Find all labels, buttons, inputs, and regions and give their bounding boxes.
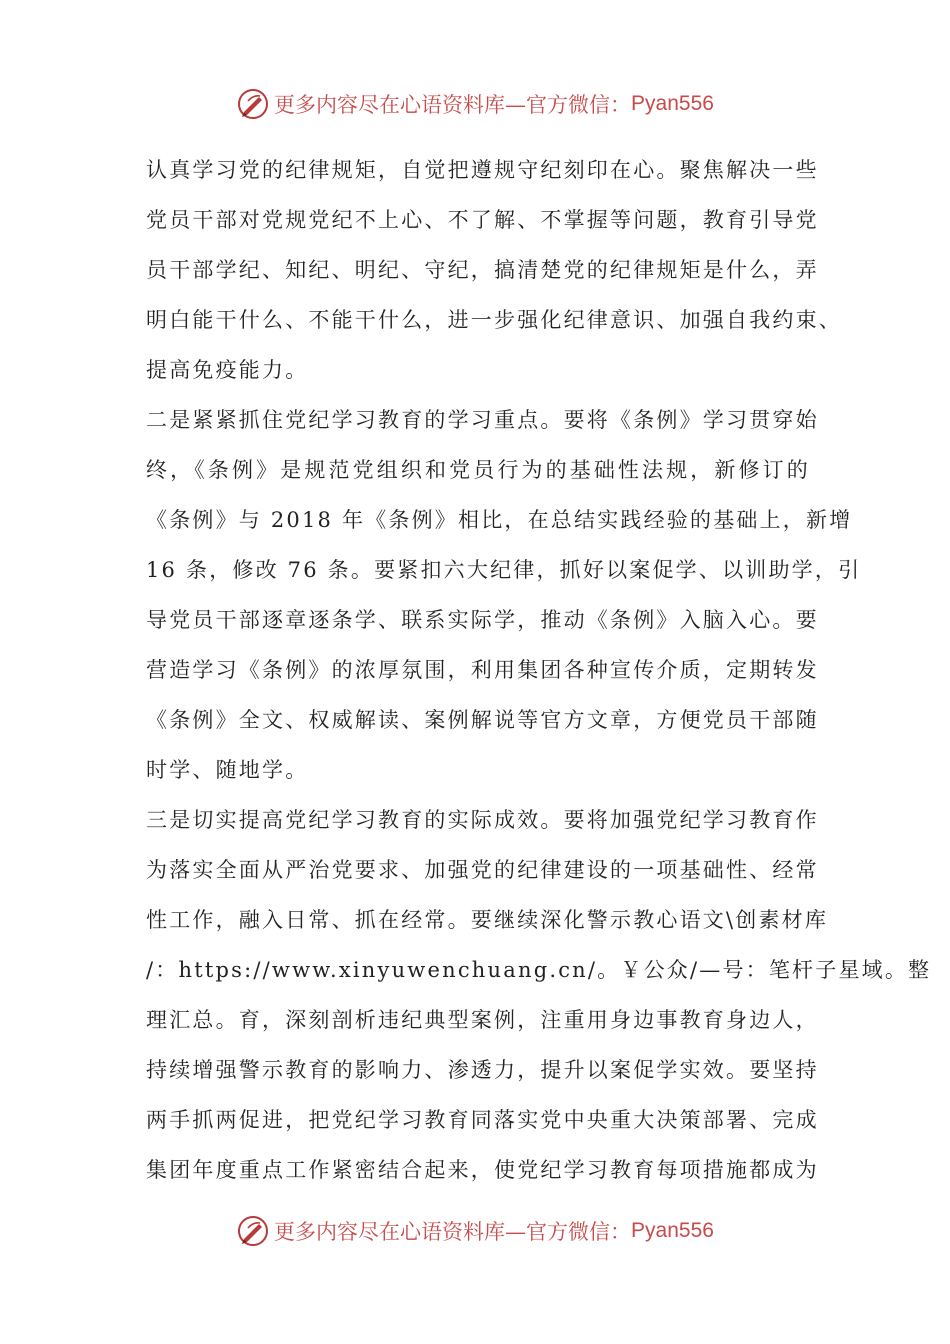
text-line: 党员干部对党规党纪不上心、不了解、不掌握等问题，教育引导党: [146, 208, 819, 232]
paragraph-3: [146, 795, 932, 1195]
paragraph-1: [146, 145, 842, 395]
text-line: 理汇总。育，深刻剖析违纪典型案例，注重用身边事教育身边人，: [146, 1008, 819, 1032]
text-line: 提高免疫能力。: [146, 358, 309, 382]
document-body: [146, 145, 932, 1195]
watermark-text: 更多内容尽在心语资料库—官方微信：: [274, 93, 632, 117]
text-line: /：https://www.xinyuwenchuang.cn/。￥公众/—号：笔杆子星域。整: [146, 958, 932, 982]
watermark-text: 更多内容尽在心语资料库—官方微信：: [274, 1220, 632, 1244]
text-line: 持续增强警示教育的影响力、渗透力，提升以案促学实效。要坚持: [146, 1058, 819, 1082]
text-line: 终，《条例》是规范党组织和党员行为的基础性法规，新修订的: [146, 458, 810, 482]
text-line: 三是切实提高党纪学习教育的实际成效。要将加强党纪学习教育作: [146, 808, 819, 832]
watermark-footer: [0, 1211, 950, 1251]
paragraph-2: [146, 395, 862, 795]
watermark-wechat-id: Pyan556: [631, 1219, 714, 1242]
text-line: 集团年度重点工作紧密结合起来，使党纪学习教育每项措施都成为: [146, 1158, 819, 1182]
pen-logo-icon: [236, 1214, 270, 1248]
watermark-header: [0, 84, 950, 124]
text-line: 两手抓两促进，把党纪学习教育同落实党中央重大决策部署、完成: [146, 1108, 819, 1132]
text-line: 二是紧紧抓住党纪学习教育的学习重点。要将《条例》学习贯穿始: [146, 408, 819, 432]
watermark-wechat-id: Pyan556: [631, 92, 714, 115]
text-line: 为落实全面从严治党要求、加强党的纪律建设的一项基础性、经常: [146, 858, 819, 882]
text-line: 16 条，修改 76 条。要紧扣六大纪律，抓好以案促学、以训助学，引: [146, 558, 862, 582]
text-line: 《条例》全文、权威解读、案例解说等官方文章，方便党员干部随: [146, 708, 819, 732]
text-line: 《条例》与 2018 年《条例》相比，在总结实践经验的基础上，新增: [146, 508, 853, 532]
pen-logo-icon: [236, 87, 270, 121]
text-line: 性工作，融入日常、抓在经常。要继续深化警示教心语文\创素材库: [146, 908, 829, 932]
text-line: 认真学习党的纪律规矩，自觉把遵规守纪刻印在心。聚焦解决一些: [146, 158, 819, 182]
text-line: 时学、随地学。: [146, 758, 309, 782]
text-line: 导党员干部逐章逐条学、联系实际学，推动《条例》入脑入心。要: [146, 608, 819, 632]
text-line: 员干部学纪、知纪、明纪、守纪，搞清楚党的纪律规矩是什么，弄: [146, 258, 819, 282]
text-line: 明白能干什么、不能干什么，进一步强化纪律意识、加强自我约束、: [146, 308, 842, 332]
text-line: 营造学习《条例》的浓厚氛围，利用集团各种宣传介质，定期转发: [146, 658, 819, 682]
